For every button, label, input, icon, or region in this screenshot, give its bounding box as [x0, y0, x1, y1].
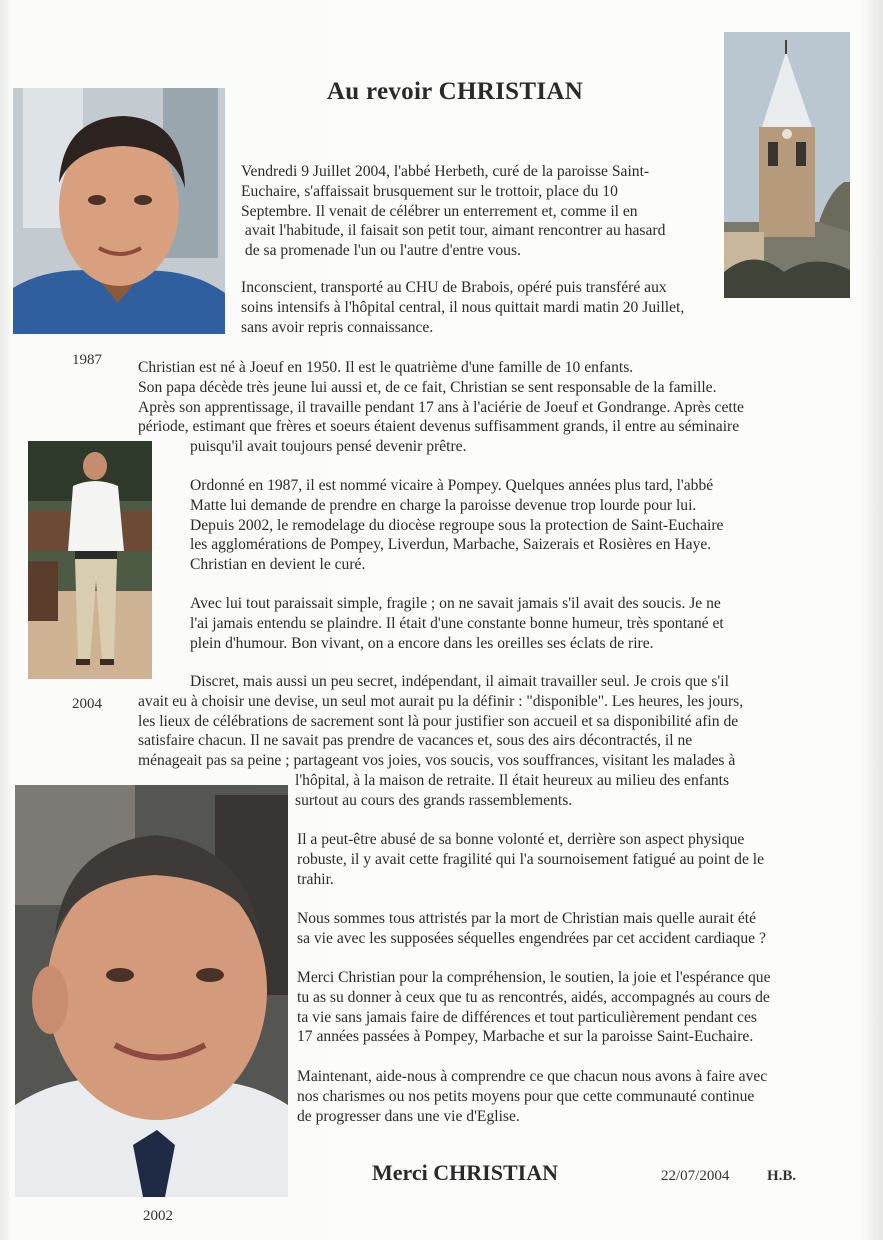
paragraph-biography: [138, 358, 744, 437]
text-line: Christian est né à Joeuf en 1950. Il est le quatrième d'une famille de 10 enfants.: [138, 359, 634, 376]
paragraph-ministry: [190, 476, 723, 575]
text-line: ménageait pas sa peine ; partageant vos joies, vos soucis, vos souffrances, visitant les malades à: [138, 752, 736, 770]
text-line: sans avoir repris connaissance.: [241, 318, 434, 336]
text-line: Matte lui demande de prendre en charge la paroisse devenue trop lourde pour lui.: [190, 496, 697, 514]
year-label: 2002: [143, 1208, 173, 1224]
paragraph-death-circumstances: [241, 162, 665, 261]
text-line: l'ai jamais entendu se plaindre. Il était d'une constante bonne humeur, très spontané et: [190, 614, 724, 632]
text-line: l'hôpital, à la maison de retraite. Il était heureux au milieu des enfants: [295, 772, 730, 789]
text-line: Vendredi 9 Juillet 2004, l'abbé Herbeth, curé de la paroisse Saint-: [241, 163, 650, 180]
text-line: Nous sommes tous attristés par la mort de Christian mais quelle aurait été: [297, 910, 757, 927]
paragraph-availability: [138, 672, 743, 771]
date-label: 22/07/2004: [661, 1168, 730, 1184]
portrait-illustration: [13, 88, 225, 334]
text-line: 17 années passées à Pompey, Marbache et sur la paroisse Saint-Euchaire.: [297, 1028, 754, 1046]
text-line: soins intensifs à l'hôpital central, il nous quittait mardi matin 20 Juillet,: [241, 298, 685, 316]
text-line: tu as su donner à ceux que tu as rencontrés, aidés, accompagnés au cours de: [297, 988, 770, 1006]
text-line: Après son apprentissage, il travaille pendant 17 ans à l'aciérie de Joeuf et Gondrange. Après cette: [138, 398, 744, 416]
text-line: Ordonné en 1987, il est nommé vicaire à Pompey. Quelques années plus tard, l'abbé: [190, 477, 714, 494]
text-line: ta vie sans jamais faire de différences et tout particulièrement pendant ces: [297, 1008, 757, 1026]
paragraph-character: [190, 594, 724, 653]
text-line: Inconscient, transporté au CHU de Brabois, opéré puis transféré aux: [241, 279, 667, 296]
text-line: robuste, il y avait cette fragilité qui l'a sournoisement fatigué au point de le: [297, 850, 765, 868]
text-line: Euchaire, s'affaissait brusquement sur le trottoir, place du 10: [241, 182, 618, 200]
text-line: Discret, mais aussi un peu secret, indépendant, il aimait travailler seul. Je crois que s'il: [190, 673, 729, 690]
page-title: Au revoir CHRISTIAN: [326, 78, 584, 105]
text-line: sa vie avec les supposées séquelles engendrées par cet accident cardiaque ?: [297, 929, 766, 947]
paragraph-availability-tail: [295, 771, 729, 811]
paragraph-sadness: [297, 909, 766, 949]
text-line: Il a peut-être abusé de sa bonne volonté et, derrière son aspect physique: [297, 831, 745, 848]
text-line: Septembre. Il venait de célébrer un enterrement et, comme il en: [241, 202, 638, 220]
text-line: période, estimant que frères et soeurs étaient devenus suffisamment grands, il entre au séminaire: [138, 418, 740, 436]
year-label: 1987: [72, 352, 102, 368]
standing-photo: [28, 441, 152, 679]
text-line: avait l'habitude, il faisait son petit tour, aimant rencontrer au hasard: [241, 222, 666, 240]
text-line: de progresser dans une vie d'Eglise.: [297, 1107, 520, 1125]
text-line: nos charismes ou nos petits moyens pour que cette communauté continue: [297, 1087, 755, 1105]
text-line: Depuis 2002, le remodelage du diocèse regroupe sous la protection de Saint-Euchaire: [190, 516, 724, 534]
text-line: Avec lui tout paraissait simple, fragile ; on ne savait jamais s'il avait des soucis. Je ne: [190, 595, 721, 612]
signature-text: Merci CHRISTIAN: [372, 1160, 558, 1185]
paragraph-closing: [297, 1067, 767, 1126]
paragraph-fragility: [297, 830, 764, 889]
text-line: de sa promenade l'un ou l'autre d'entre vous.: [241, 242, 521, 260]
text-line: Son papa décède très jeune lui aussi et, de ce fait, Christian se sent responsable de la famille.: [138, 378, 717, 396]
author-initials: H.B.: [767, 1168, 797, 1184]
text-line: plein d'humour. Bon vivant, on a encore dans les oreilles ses éclats de rire.: [190, 634, 654, 652]
text-line: trahir.: [297, 870, 334, 888]
text-line: Maintenant, aide-nous à comprendre ce que chacun nous avons à faire avec: [297, 1068, 768, 1085]
church-photo: [724, 32, 850, 298]
text-line: les lieux de célébrations de sacrement sont là pour justifier son accueil et sa disponibilité afin de: [138, 712, 739, 730]
text-line: Merci Christian pour la compréhension, le soutien, la joie et l'espérance que: [297, 969, 771, 986]
standing-illustration: [28, 441, 152, 679]
portrait-photo-bottom: [15, 785, 288, 1197]
church-illustration: [724, 32, 850, 298]
text-line: puisqu'il avait toujours pensé devenir prêtre.: [190, 438, 467, 455]
text-line: Christian en devient le curé.: [190, 556, 366, 574]
text-line: les agglomérations de Pompey, Liverdun, Marbache, Saizerais et Rosières en Haye.: [190, 536, 712, 554]
text-line: avait eu à choisir une devise, un seul mot aurait pu la définir : "disponible". Les heures, les jours,: [138, 692, 744, 710]
paragraph-hospital: [241, 278, 684, 337]
portrait-illustration: [15, 785, 288, 1197]
paragraph-thanks: [297, 968, 771, 1047]
text-line: satisfaire chacun. Il ne savait pas prendre de vacances et, sous des airs décontractés, il ne: [138, 732, 693, 750]
paragraph-biography-end: [190, 437, 467, 457]
portrait-photo-top: [13, 88, 225, 334]
text-line: surtout au cours des grands rassemblements.: [295, 791, 573, 809]
year-label: 2004: [72, 696, 102, 712]
